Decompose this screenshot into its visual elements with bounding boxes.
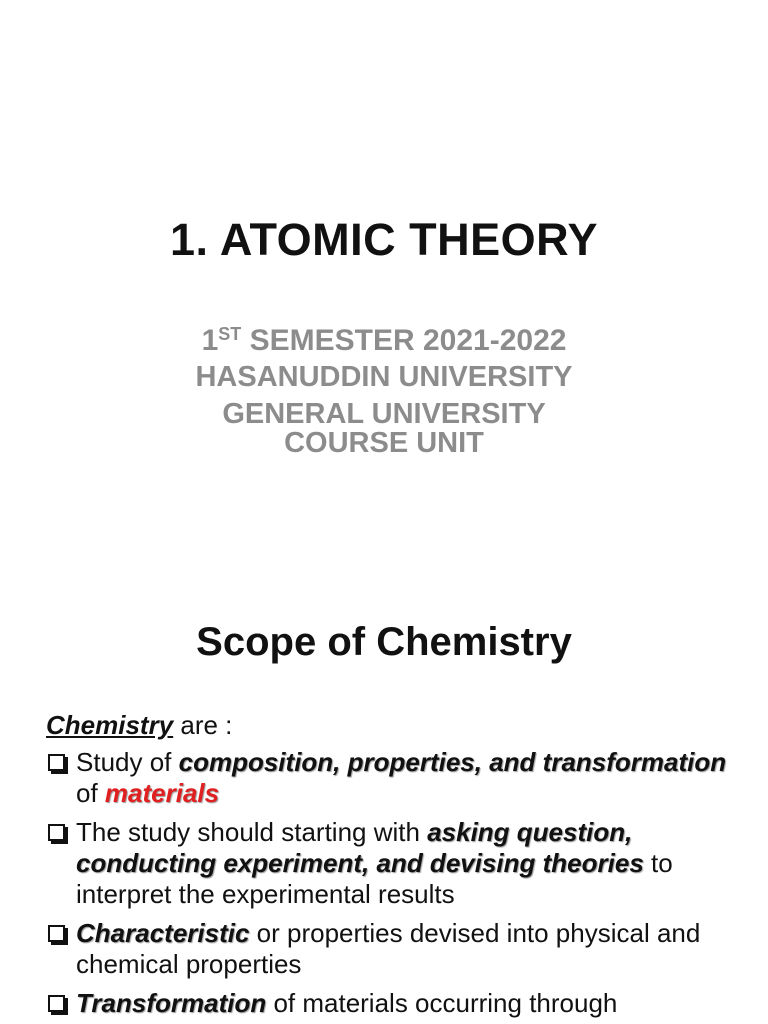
- intro-keyword: Chemistry: [46, 710, 174, 740]
- semester-text: SEMESTER 2021-2022: [241, 324, 567, 357]
- bullet-item: [46, 918, 746, 980]
- content-slide-title: Scope of Chemistry: [196, 620, 572, 664]
- semester-number: 1: [201, 324, 219, 357]
- bullet-text: of: [76, 778, 105, 808]
- checkbox-bullet-icon: [48, 754, 65, 771]
- bullet-emphasis: Transformation: [76, 988, 267, 1018]
- checkbox-bullet-icon: [48, 824, 65, 841]
- bullet-text: The study should starting with: [76, 817, 428, 847]
- bullet-item: [46, 747, 746, 809]
- intro-text: are :: [173, 710, 233, 740]
- bullet-item: [46, 817, 746, 910]
- subtitle-university: HASANUDDIN UNIVERSITY: [195, 361, 573, 393]
- content-slide: [0, 576, 768, 1024]
- subtitle-semester: [0, 325, 768, 356]
- checkbox-bullet-icon: [48, 995, 65, 1012]
- bullet-text: Study of: [76, 747, 179, 777]
- slide-title: 1. ATOMIC THEORY: [169, 214, 599, 265]
- bullet-emphasis: composition, properties, and transformation: [178, 747, 727, 777]
- bullet-text: or properties devised into physical and chemical properties: [76, 918, 701, 979]
- bullet-highlight: materials: [104, 778, 220, 808]
- subtitle-unit-line1: GENERAL UNIVERSITY: [222, 398, 546, 430]
- bullet-emphasis: asking question, conducting experiment, and devising theories: [76, 817, 644, 878]
- bullet-text: of materials occurring through: [266, 988, 618, 1018]
- content-body: [46, 710, 746, 1024]
- bullet-emphasis: Characteristic: [76, 918, 250, 948]
- bullet-text: to interpret the experimental results: [76, 848, 673, 909]
- checkbox-bullet-icon: [48, 925, 65, 942]
- subtitle-unit-line2: COURSE UNIT: [284, 427, 484, 459]
- intro-line: [46, 710, 746, 741]
- bullet-item: [46, 988, 746, 1019]
- semester-ordinal: ST: [218, 324, 242, 344]
